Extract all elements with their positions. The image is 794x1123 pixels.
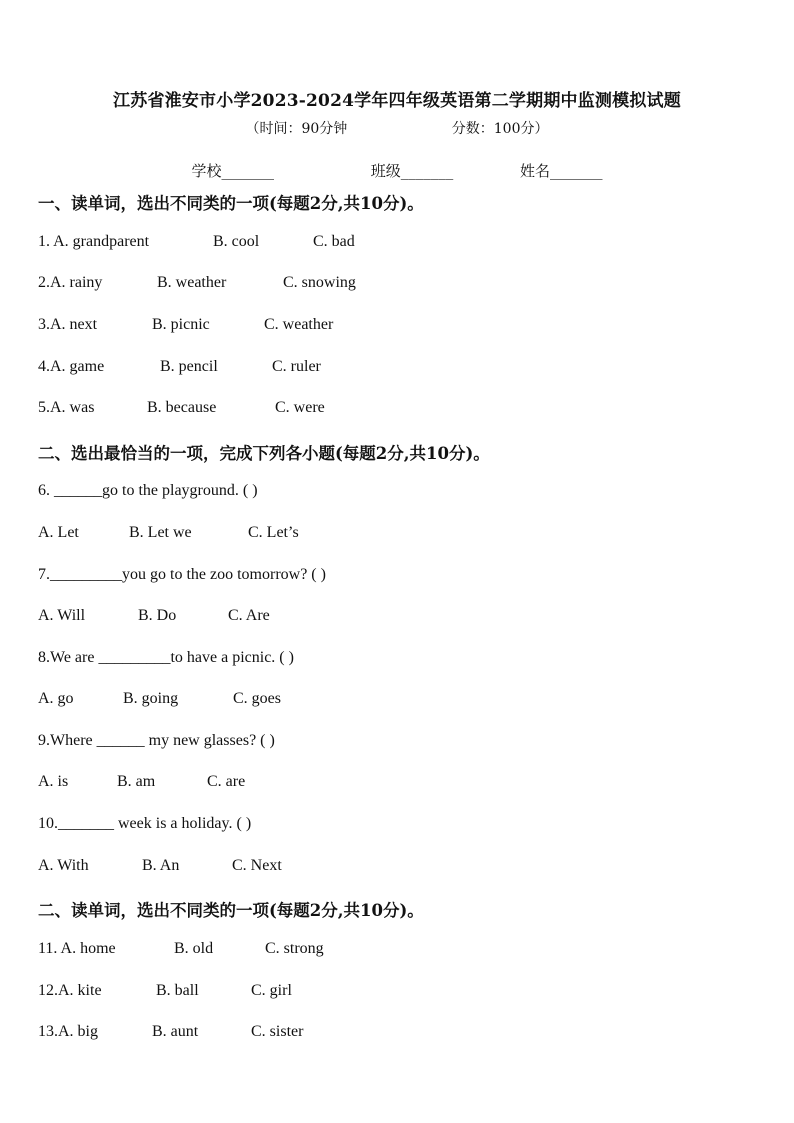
option-c: C. weather [264,316,334,333]
option-a: 3.A. next [38,316,98,333]
option-a: 1. A. grandparent [38,233,150,250]
option-a: 4.A. game [38,358,105,375]
question-6-options [38,524,299,542]
option-b: B. Do [138,607,177,624]
exam-meta [0,118,794,138]
option-a: 13.A. big [38,1023,98,1040]
question-6: 6. ______go to the playground. ( ) [38,482,258,499]
option-c: C. are [207,773,246,790]
question-9: 9.Where ______ my new glasses? ( ) [38,732,275,749]
question-11 [38,940,324,958]
option-a: A. With [38,857,89,874]
question-2 [38,274,356,292]
question-7: 7._________you go to the zoo tomorrow? ( ) [38,566,326,583]
question-8-options [38,690,281,708]
question-10-options [38,857,282,875]
question-4 [38,358,321,376]
question-12 [38,982,292,1000]
option-c: C. Let’s [248,524,299,541]
option-b: B. picnic [152,316,210,333]
option-b: B. Let we [129,524,192,541]
section-heading-3: 二、读单词，选出不同类的一项(每题2分,共10分)。 [38,901,424,920]
class-field: 班级_______ [370,162,454,180]
section-heading-2: 二、选出最恰当的一项，完成下列各小题(每题2分,共10分)。 [38,444,490,463]
option-b: B. cool [213,233,260,250]
question-1 [38,233,355,251]
option-b: B. going [123,690,179,707]
option-c: C. Next [232,857,282,874]
option-b: B. weather [157,274,227,291]
option-c: C. girl [251,982,292,999]
option-a: 2.A. rainy [38,274,103,291]
question-5 [38,399,325,417]
time-limit: （时间：90分钟 [245,121,348,137]
option-b: B. ball [156,982,199,999]
option-c: C. strong [265,940,324,957]
name-field: 姓名_______ [520,162,603,180]
question-13 [38,1023,303,1041]
question-8: 8.We are _________to have a picnic. ( ) [38,649,294,666]
option-a: 11. A. home [38,940,116,957]
option-c: C. snowing [283,274,356,291]
option-b: B. am [117,773,156,790]
option-a: A. go [38,690,74,707]
option-a: 5.A. was [38,399,95,416]
question-7-options [38,607,270,625]
student-info [0,160,794,181]
option-c: C. bad [313,233,355,250]
option-b: B. An [142,857,180,874]
option-a: A. is [38,773,69,790]
total-score: 分数：100分） [451,121,549,137]
option-a: 12.A. kite [38,982,102,999]
option-c: C. sister [251,1023,304,1040]
option-c: C. were [275,399,325,416]
option-b: B. old [174,940,214,957]
option-b: B. pencil [160,358,218,375]
option-c: C. Are [228,607,270,624]
option-c: C. ruler [272,358,321,375]
option-b: B. aunt [152,1023,199,1040]
question-10: 10._______ week is a holiday. ( ) [38,815,252,832]
school-field: 学校_______ [191,162,274,180]
question-9-options [38,773,245,791]
option-a: A. Will [38,607,86,624]
option-b: B. because [147,399,217,416]
section-heading-1: 一、读单词，选出不同类的一项(每题2分,共10分)。 [38,194,424,213]
question-3 [38,316,333,334]
page-title: 江苏省淮安市小学2023-2024学年四年级英语第二学期期中监测模拟试题 [113,91,681,111]
option-a: A. Let [38,524,79,541]
option-c: C. goes [233,690,281,707]
